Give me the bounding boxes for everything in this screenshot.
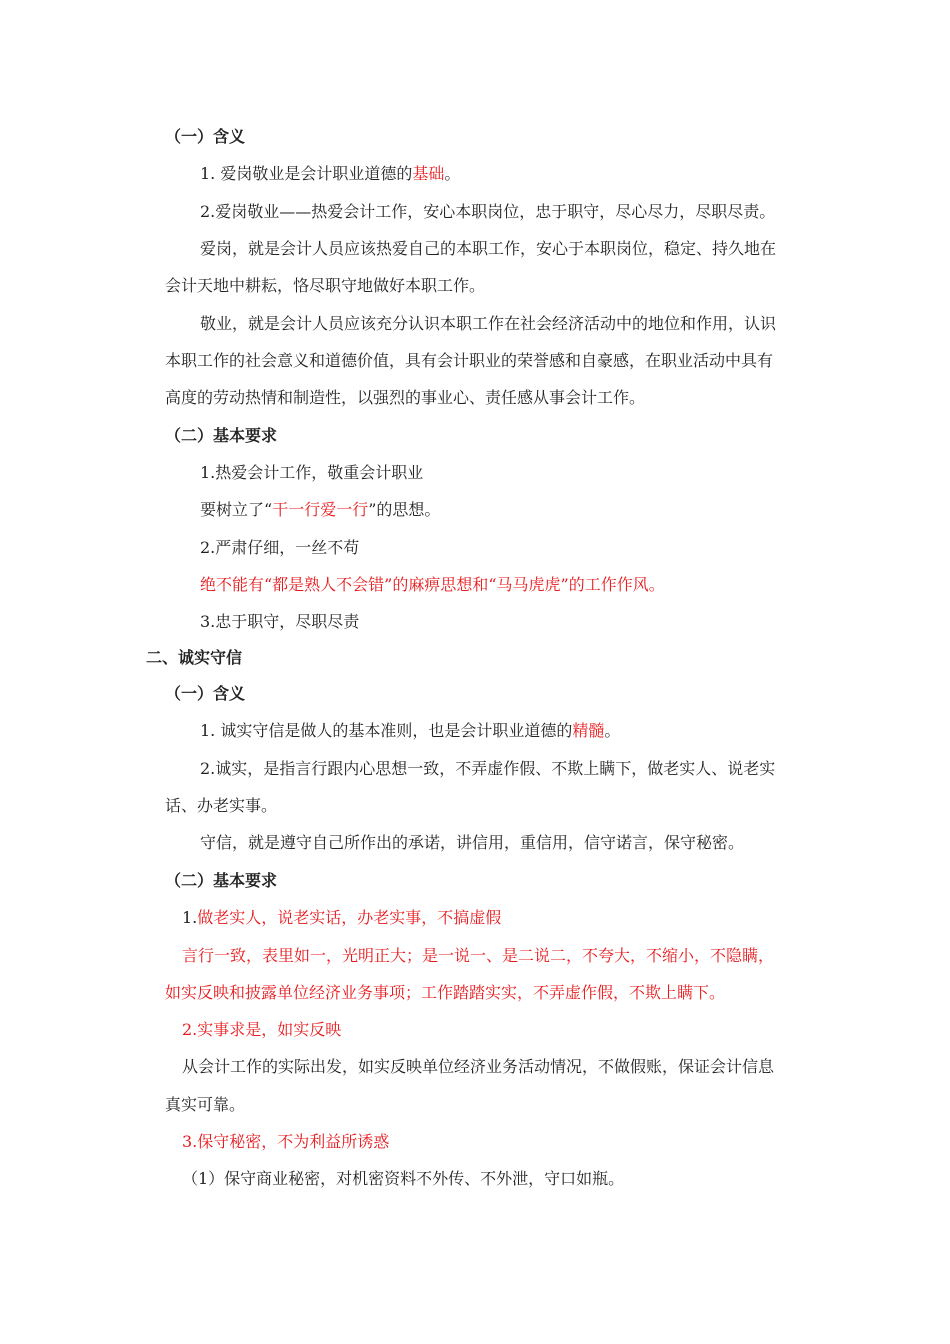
detail-text: ”的思想。: [368, 500, 441, 519]
requirement-3: 3.忠于职守，尽职尽责: [200, 612, 360, 631]
highlight-slogan: 干一行爱一行: [272, 500, 369, 519]
requirement-2-detail: 绝不能有“都是熟人不会错”的麻痹思想和“马马虎虎”的工作作风。: [200, 575, 665, 594]
heading-requirements-2: （二）基本要求: [165, 871, 278, 890]
paragraph-jingye-line2: 本职工作的社会意义和道德价值，具有会计职业的荣誉感和自豪感，在职业活动中具有: [165, 351, 774, 370]
requirement-factual-detail-line2: 真实可靠。: [165, 1095, 246, 1114]
requirement-factual-detail-line1: 从会计工作的实际出发，如实反映单位经济业务活动情况，不做假账，保证会计信息: [182, 1057, 775, 1076]
requirement-honest-text: 做老实人，说老实话，办老实事，不搞虚假: [197, 908, 502, 927]
heading-requirements-1: （二）基本要求: [165, 426, 278, 445]
paragraph-text: 。: [444, 164, 461, 183]
requirement-number: 1.: [182, 908, 198, 927]
highlight-essence: 精髓: [572, 721, 605, 740]
highlight-foundation: 基础: [412, 164, 445, 183]
detail-text: 要树立了“: [200, 500, 273, 519]
paragraph-definition: 2.爱岗敬业——热爱会计工作，安心本职岗位，忠于职守，尽心尽力，尽职尽责。: [200, 202, 776, 221]
paragraph-honesty-line1: 2.诚实，是指言行跟内心思想一致，不弄虚作假、不欺上瞒下，做老实人、说老实: [200, 759, 776, 778]
heading-meaning-1: （一）含义: [165, 127, 246, 146]
requirement-1-detail: [200, 499, 440, 521]
heading-meaning-2: （一）含义: [165, 684, 246, 703]
requirement-honest-detail-line1: 言行一致，表里如一，光明正大；是一说一、是二说二，不夸大，不缩小，不隐瞒，: [182, 946, 775, 965]
paragraph-aigang-line1: 爱岗，就是会计人员应该热爱自己的本职工作，安心于本职岗位，稳定、持久地在: [200, 239, 777, 258]
paragraph-text: 。: [604, 721, 621, 740]
requirement-confidential-item-1: （1）保守商业秘密，对机密资料不外传、不外泄，守口如瓶。: [182, 1169, 625, 1188]
paragraph-honesty-line2: 话、办老实事。: [165, 796, 278, 815]
paragraph-trust: 守信，就是遵守自己所作出的承诺，讲信用，重信用，信守诺言，保守秘密。: [200, 833, 745, 852]
requirement-confidential: 3.保守秘密，不为利益所诱惑: [182, 1132, 390, 1151]
section-title-honesty: 二、诚实守信: [146, 648, 243, 667]
paragraph-foundation: [200, 163, 460, 185]
requirement-2: 2.严肃仔细，一丝不苟: [200, 538, 360, 557]
paragraph-jingye-line1: 敬业，就是会计人员应该充分认识本职工作在社会经济活动中的地位和作用，认识: [200, 314, 777, 333]
paragraph-text: 1. 诚实守信是做人的基本准则，也是会计职业道德的: [200, 721, 573, 740]
requirement-1: 1.热爱会计工作，敬重会计职业: [200, 463, 424, 482]
requirement-factual: 2.实事求是，如实反映: [182, 1020, 342, 1039]
requirement-honest-detail-line2: 如实反映和披露单位经济业务事项；工作踏踏实实，不弄虚作假，不欺上瞒下。: [165, 983, 726, 1002]
requirement-honest: [182, 907, 501, 929]
paragraph-text: 1. 爱岗敬业是会计职业道德的: [200, 164, 413, 183]
paragraph-jingye-line3: 高度的劳动热情和制造性，以强烈的事业心、责任感从事会计工作。: [165, 388, 646, 407]
paragraph-aigang-line2: 会计天地中耕耘，恪尽职守地做好本职工作。: [165, 276, 486, 295]
paragraph-essence: [200, 720, 620, 742]
